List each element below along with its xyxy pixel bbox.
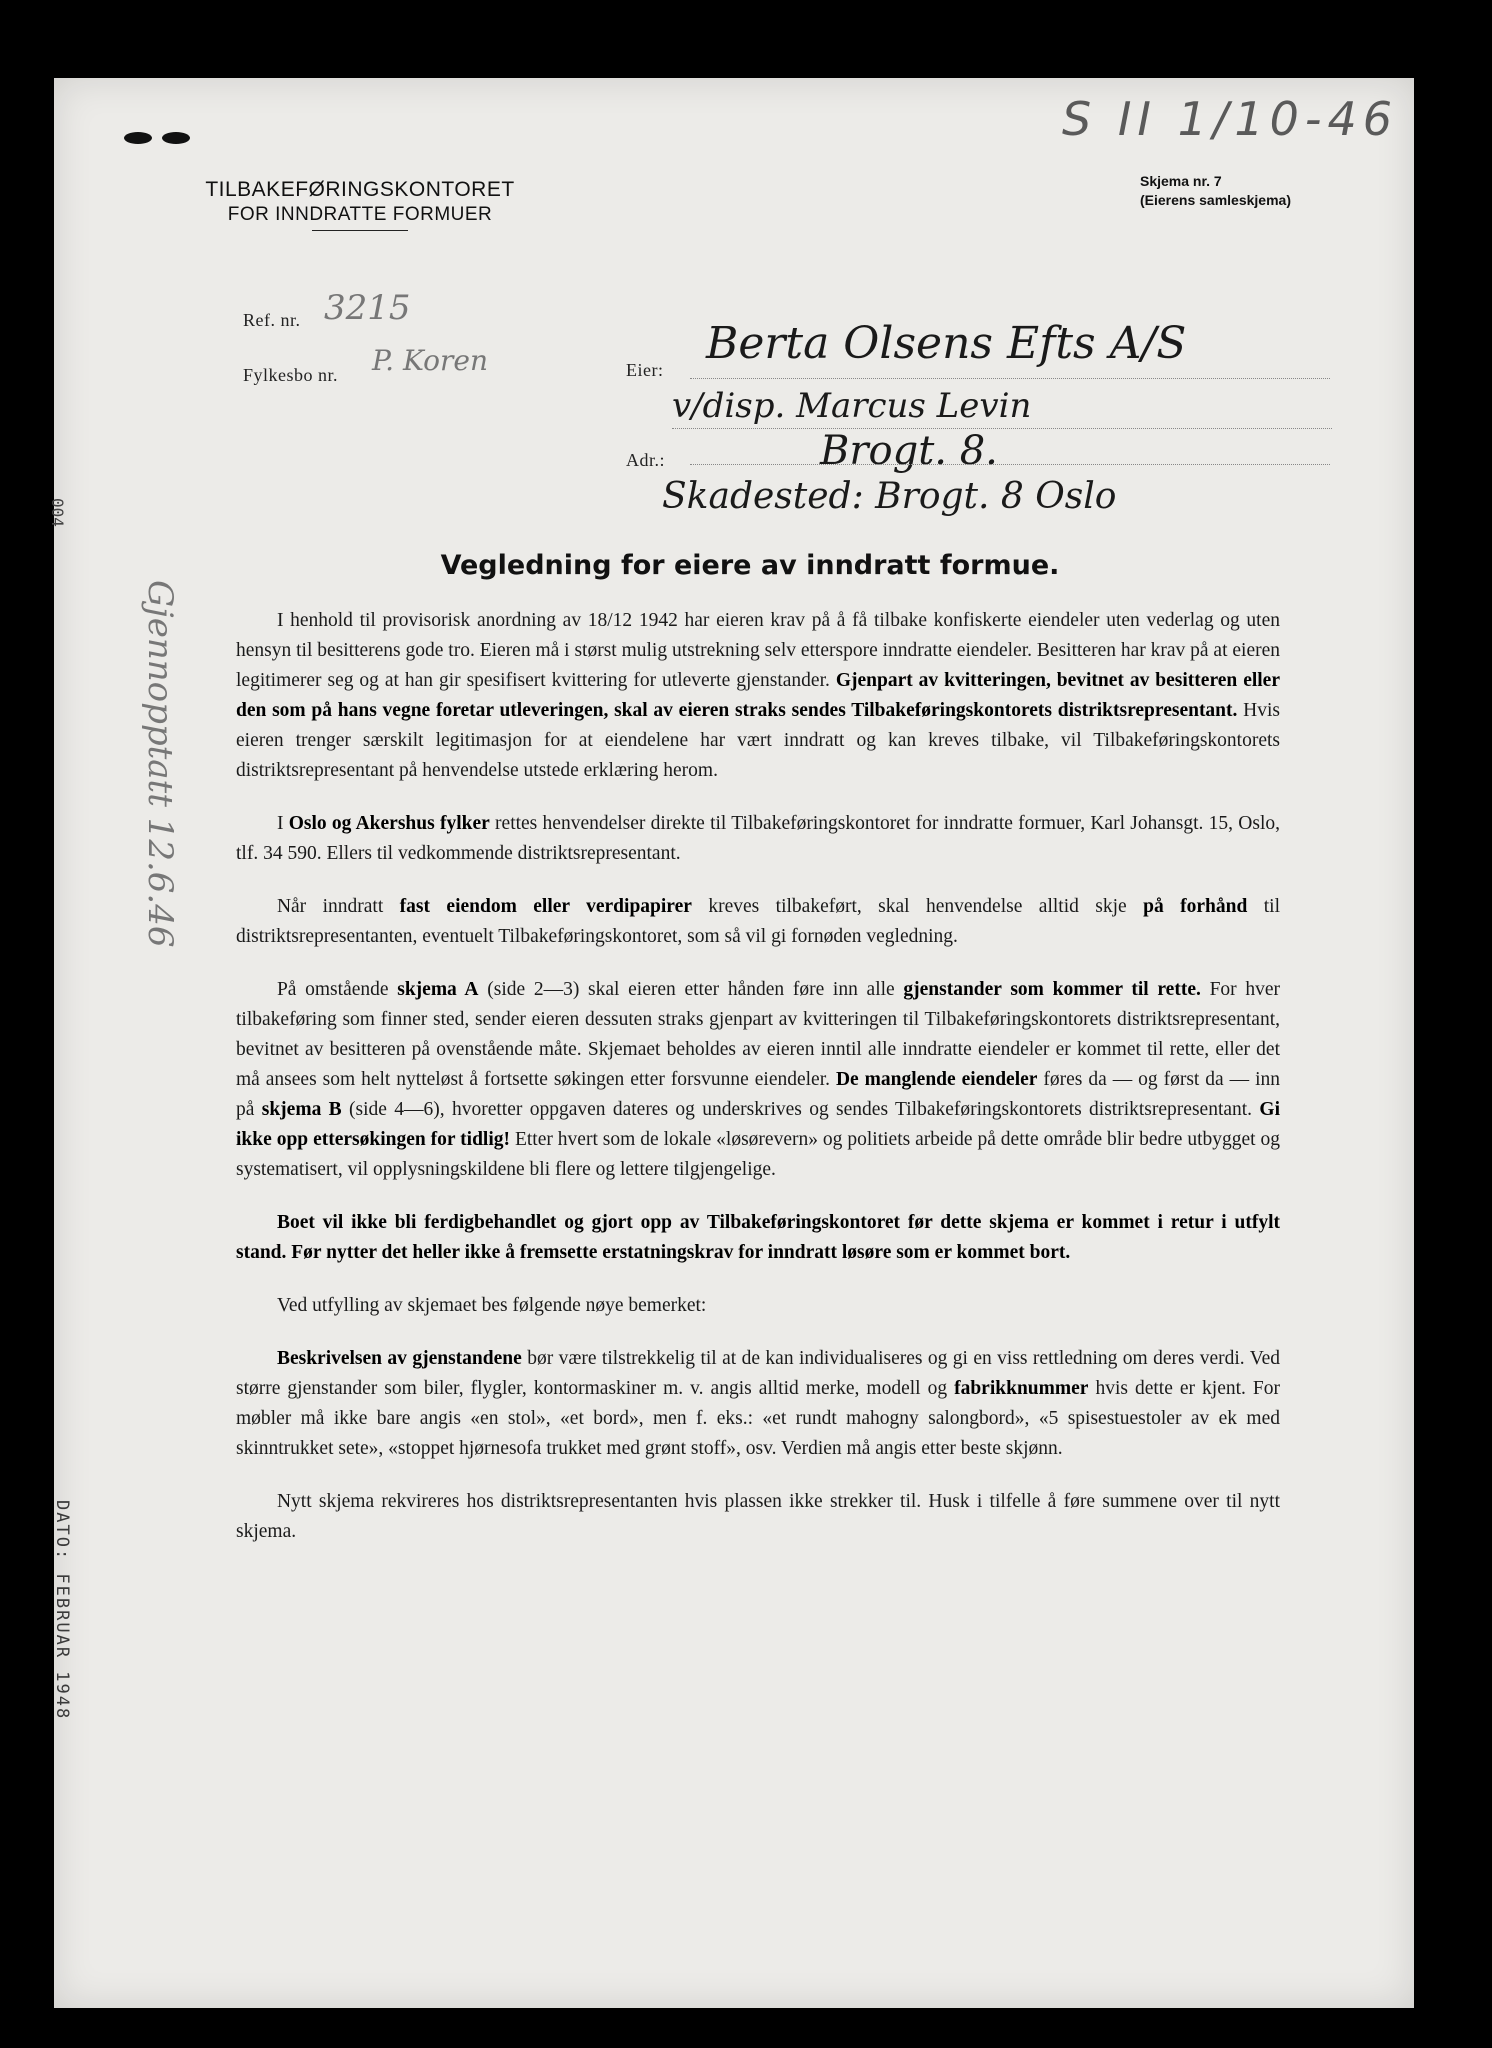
ref-label: Ref. nr.: [243, 310, 301, 330]
guidance-text: [236, 606, 1280, 1570]
org-header: [160, 178, 560, 231]
org-name: TILBAKEFØRINGSKONTORET: [205, 178, 515, 201]
schema-label: [1140, 172, 1291, 210]
skadested-note: Skadested: Brogt. 8 Oslo: [662, 476, 1117, 517]
paragraph-8: Nytt skjema rekvireres hos distriktsrepresentanten hvis plassen ikke strekker til. Husk i tilfelle å føre summene over til nytt skjema.: [236, 1491, 1280, 1542]
margin-date-stamp: DATO: FEBRUAR 1948: [52, 1500, 72, 1721]
paragraph-1: I henhold til provisorisk anordning av 18/12 1942 har eieren krav på å få tilbake konfiskerte eiendeler uten vederlag og uten hensyn til besitterens gode tro. Eieren må i størst mulig utstrekning selv etterspore inndratte eiendeler. Besitteren har krav på at eieren legitimerer seg og at han gir spesifisert kvittering for utleverte gjenstander. Gjenpart av kvitteringen, bevitnet av besitteren eller den som på hans vegne foretar utleveringen, skal av eieren straks sendes Tilbakeføringskontorets distriktsrepresentant. Hvis eieren trenger særskilt legitimasjon for at eiendelene har vært inndratt og kan kreves tilbake, vil Tilbakeføringskontorets distriktsrepresentant på henvendelse utstede erklæring herom.: [236, 610, 1281, 781]
paragraph-7: Beskrivelsen av gjenstandene bør være tilstrekkelig til at de kan individualiseres og gi en viss rettledning om deres verdi. Ved større gjenstander som biler, flygler, kontormaskiner m. v. angis alltid merke, modell og fabrikknummer hvis dette er kjent. For møbler må ikke bare angis «en stol», «et bord», men f. eks.: «et rundt mahogny salongbord», «5 spisestuestoler av ek med skinntrukket sete», «stoppet hjørnesofa trukket med grønt stoff», osv. Verdien må angis etter beste skjønn.: [236, 1348, 1281, 1459]
eier-value-2: v/disp. Marcus Levin: [672, 386, 1032, 426]
adr-label: Adr.:: [626, 450, 666, 470]
corner-archive-note: S II 1/10-46: [1062, 92, 1399, 146]
schema-number: Skjema nr. 7: [1140, 173, 1222, 189]
adr-value: Brogt. 8.: [820, 428, 998, 474]
margin-handwriting: Gjennopptatt 12.6.46: [140, 580, 180, 948]
page-title: Vegledning for eiere av inndratt formue.: [440, 550, 1060, 581]
ornament-dots: [118, 128, 198, 148]
paragraph-4: På omstående skjema A (side 2—3) skal eieren etter hånden føre inn alle gjenstander som kommer til rette. For hver tilbakeføring som finner sted, sender eieren dessuten straks gjenpart av kvitteringen til Tilbakeføringskontorets distriktsrepresentant, bevitnet av besitteren på ovenstående måte. Skjemaet beholdes av eieren inntil alle inndratte eiendeler er kommet til rette, eller det må ansees som helt nytteløst å fortsette søkingen etter forsvunne eiendeler. De manglende eiendeler føres da — og først da — inn på skjema B (side 4—6), hvoretter oppgaven dateres og underskrives og sendes Tilbakeføringskontorets distriktsrepresentant. Gi ikke opp ettersøkingen for tidlig! Etter hvert som de lokale «løsørevern» og politiets arbeide på dette område blir bedre utbygget og systematisert, vil opplysningskildene bli flere og lettere tilgjengelige.: [236, 979, 1281, 1180]
adr-line: [690, 464, 1330, 465]
eier-value: Berta Olsens Efts A/S: [706, 318, 1187, 369]
eier-label: Eier:: [626, 360, 664, 380]
paragraph-2: I Oslo og Akershus fylker rettes henvendelser direkte til Tilbakeføringskontoret for inndratte formuer, Karl Johansgt. 15, Oslo, tlf. 34 590. Ellers til vedkommende distriktsrepresentant.: [236, 813, 1280, 864]
paragraph-6: Ved utfylling av skjemaet bes følgende nøye bemerket:: [276, 1295, 707, 1316]
margin-stamp-top: 004: [48, 498, 67, 527]
eier-line: [690, 378, 1330, 379]
paragraph-5: Boet vil ikke bli ferdigbehandlet og gjort opp av Tilbakeføringskontoret før dette skjema er kommet i retur i utfylt stand. Før nytter det heller ikke å fremsette erstatningskrav for inndratt løsøre som er kommet bort.: [236, 1212, 1280, 1263]
fylke-value: P. Koren: [372, 344, 488, 377]
divider: [312, 230, 408, 231]
fylke-label: Fylkesbo nr.: [243, 365, 339, 385]
schema-description: (Eierens samleskjema): [1140, 192, 1291, 208]
ref-value: 3215: [324, 288, 411, 328]
org-subtitle: FOR INNDRATTE FORMUER: [227, 204, 493, 225]
eier-line-2: [672, 428, 1332, 429]
paragraph-3: Når inndratt fast eiendom eller verdipapirer kreves tilbakeført, skal henvendelse alltid skje på forhånd til distriktsrepresentanten, eventuelt Tilbakeføringskontoret, som så vil gi fornøden vegledning.: [236, 896, 1281, 947]
